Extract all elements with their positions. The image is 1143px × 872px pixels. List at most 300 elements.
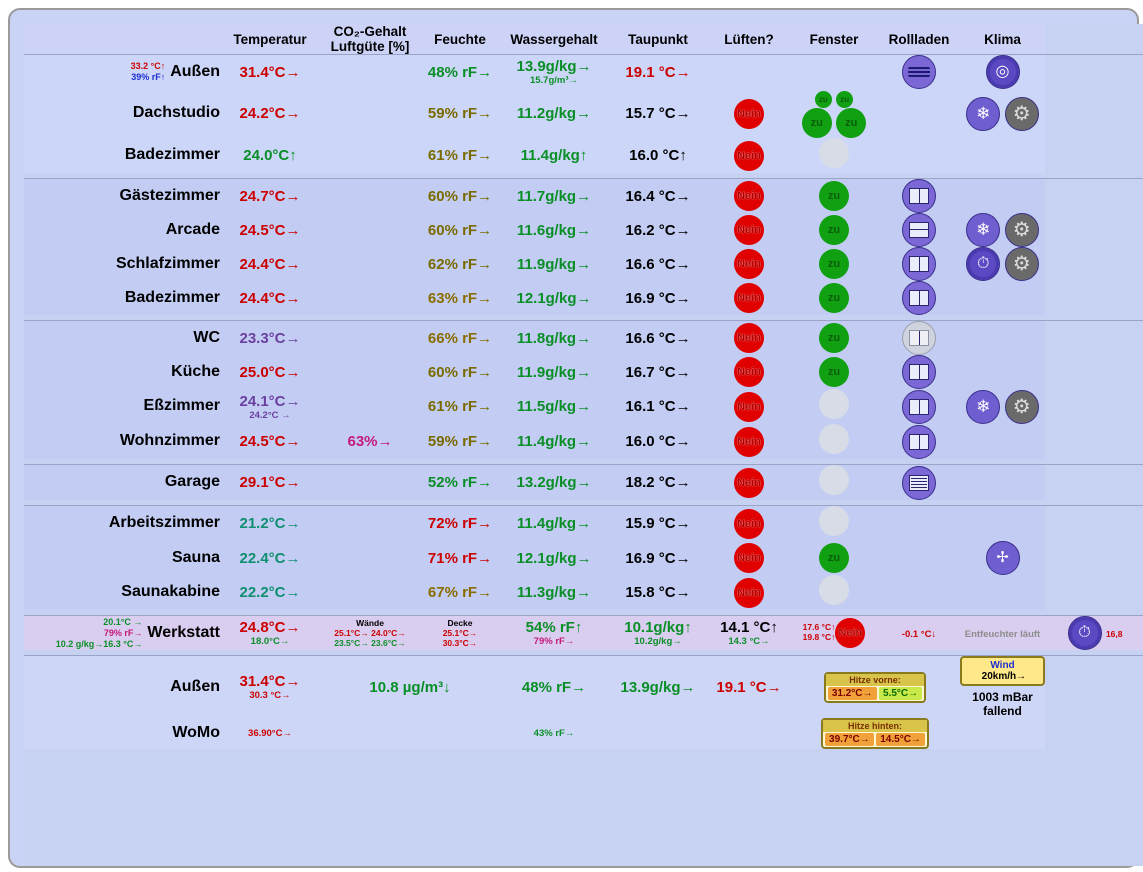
panel-inner [24,24,1143,866]
shutter-waves-icon[interactable] [902,55,936,89]
temp-value: 24.2°C→ [239,105,301,122]
klima-cell[interactable] [960,389,1045,424]
temp-value: 24.7°C→ [239,187,301,205]
window-cell[interactable] [790,281,878,315]
vent-cell[interactable] [708,575,790,610]
gear-icon[interactable]: ⚙ [1005,213,1039,247]
table-row[interactable] [24,506,1143,542]
klima-cell [960,465,1045,501]
vent-badge[interactable]: Nein [734,578,764,608]
table-row[interactable] [24,213,1143,247]
humidity-value: 59% rF→ [427,105,493,122]
gauge-icon[interactable]: ⏱ [966,247,1000,281]
window-zu[interactable]: zu [819,543,849,573]
shutter-cell[interactable] [878,355,960,389]
shutter-cell[interactable] [878,179,960,214]
water-value: 11.9g/kg→ [516,363,592,381]
water-value: 11.4g/kg→ [516,515,592,532]
snowflake-icon[interactable]: ❄ [966,97,1000,131]
dewpoint-value: 15.9 °C→ [625,515,691,532]
water-cell [608,616,708,651]
co2-value [320,321,420,356]
room-label-esszimmer [24,389,220,424]
humidity-value: 60% rF→ [427,363,493,381]
temp-value: 24.4°C→ [239,289,301,307]
header-co2 [320,24,420,55]
vent-cell[interactable] [708,247,790,281]
shutter-split-icon[interactable] [902,179,936,213]
water-value: 11.7g/kg→ [516,187,592,205]
co2-value [320,247,420,281]
gear-icon[interactable]: ⚙ [1005,97,1039,131]
co2-value [320,506,420,542]
window-zu[interactable]: zu [819,249,849,279]
wind-label: Wind [990,660,1015,671]
window-quad-icon[interactable] [790,89,878,138]
table-row[interactable] [24,355,1143,389]
womo-temp-value: 36.90°C→ [248,728,292,739]
temp-value: 22.2°C→ [239,584,301,601]
humidity-value: 61% rF→ [427,398,493,415]
dewpoint-sub: 14.3 °C→ [728,636,770,647]
room-label-aussen-bottom [24,656,220,719]
header-klima: Klima [960,24,1045,55]
dewpoint-value: 14.1 °C↑ [720,619,778,636]
dewpoint-value: 16.9 °C→ [625,549,691,567]
shutter-half-icon[interactable] [902,213,936,247]
shutter-cell[interactable] [878,213,960,247]
shutter-lines-icon[interactable] [902,466,936,500]
table-row[interactable] [24,575,1143,610]
window-cell[interactable] [790,89,878,138]
room-name: Schlafzimmer [115,254,220,272]
humidity-value: 63% rF→ [427,289,493,307]
humidity-value: 67% rF→ [427,584,493,601]
womo-blank4 [960,718,1045,749]
window-cell[interactable] [790,424,878,459]
klima-cell [960,179,1045,214]
room-name: Badezimmer [124,146,220,164]
temp-value: 24.4°C→ [239,255,301,273]
window-zu-1[interactable]: zu [815,91,832,108]
water-value: 11.8g/kg→ [516,329,592,347]
co2-value [320,138,420,173]
heat-back-cell[interactable] [790,718,960,749]
vent-cell[interactable] [708,506,790,542]
dewpoint-value: 18.2 °C→ [625,474,691,491]
dewpoint-value: 15.7 °C→ [625,105,691,122]
humidity-cell [500,616,608,651]
klima-cell[interactable] [960,247,1045,281]
wind-value: 20km/h→ [981,671,1027,682]
table-row[interactable] [24,424,1143,459]
temp-value: 31.4°C→ [239,673,301,690]
water-value: 13.9g/kg→ [620,678,696,696]
window-zu[interactable]: zu [819,323,849,353]
vent-cell[interactable] [708,389,790,424]
co2-value [320,55,420,90]
room-label-badezimmer [24,281,220,315]
shutter-cell[interactable] [878,247,960,281]
window-cell[interactable] [790,179,878,214]
room-label-wohnzimmer [24,424,220,459]
humidity-value: 62% rF→ [427,255,493,273]
vent-badge[interactable]: Nein [734,427,764,457]
shutter-cell [878,138,960,173]
room-name: Gästezimmer [119,186,220,204]
dewpoint-value: 19.1 °C→ [625,63,691,81]
room-label-kueche [24,355,220,389]
water-sub: 10.2g/kg→ [634,636,682,647]
room-label-dachstudio [24,89,220,138]
klima-cell [960,321,1045,356]
table-header-row [24,24,1143,55]
humidity-value: 48% rF→ [427,63,493,81]
dewpoint-value: 19.1 °C→ [716,678,782,696]
decke-label: Decke [447,618,473,628]
table-row[interactable] [24,179,1143,214]
shutter-split-icon[interactable] [902,355,936,389]
room-label-womo [24,718,220,749]
header-wassergehalt: Wassergehalt [500,24,608,55]
window-zu[interactable]: zu [819,283,849,313]
fan-icon[interactable]: ✢ [986,541,1020,575]
window-cell[interactable] [790,389,878,424]
werkstatt-extra-temps [803,622,836,642]
table-row[interactable] [24,281,1143,315]
co2-value [320,389,420,424]
co2-value [320,541,420,575]
room-label-arcade [24,213,220,247]
window-zu-2[interactable]: zu [836,91,853,108]
vent-badge[interactable]: Nein [734,509,764,539]
shutter-cell [878,575,960,610]
klima-cell[interactable] [960,55,1045,90]
shutter-cell[interactable] [878,424,960,459]
window-cell[interactable] [790,321,878,356]
vent-cell[interactable] [708,138,790,173]
window-offen-grey[interactable] [819,389,849,419]
heat-back-label: Hitze hinten: [823,720,927,732]
vent-cell[interactable] [790,616,878,651]
airquality-value: 10.8 µg/m³↓ [369,678,451,696]
co2-value [320,465,420,501]
wind-pressure-cell [960,656,1045,719]
window-cell[interactable] [790,506,878,542]
shutter-cell[interactable] [878,55,960,90]
room-name: Sauna [171,548,220,566]
water-value: 11.2g/kg→ [516,105,592,122]
werkstatt-delta: -0.1 °C↓ [901,629,937,640]
sensor-table [24,24,1143,749]
dewpoint-value: 16.6 °C→ [625,255,691,273]
room-name: Küche [171,362,220,380]
window-offen-grey[interactable] [819,506,849,536]
heat-front-label: Hitze vorne: [826,674,924,686]
klima-cell [960,281,1045,315]
vent-badge[interactable]: Nein [734,99,764,129]
temp-sub: 30.3 °C→ [249,690,291,701]
heat-back-badge[interactable] [821,718,929,749]
co2-value [320,281,420,315]
dewpoint-value: 15.8 °C→ [625,584,691,601]
dewpoint-value: 16.1 °C→ [625,398,691,415]
window-zu-4[interactable]: zu [836,108,866,138]
heat-front-cell[interactable] [790,656,960,719]
vent-badge[interactable]: Nein [734,283,764,313]
heat-back-b: 14.5°C→ [876,733,925,746]
humidity-value: 61% rF→ [427,147,493,164]
room-name: Dachstudio [132,104,220,122]
temp-value: 23.3°C→ [239,329,301,347]
werkstatt-pre-temp: 20.1°C → [103,616,143,627]
waende-label: Wände [356,618,384,628]
room-name: Außen [170,677,220,695]
vent-cell[interactable] [708,321,790,356]
humidity-value: 52% rF→ [427,474,493,491]
temp-sub: 18.0°C→ [250,636,290,647]
temp-cell [220,616,320,651]
shutter-cell [878,89,960,138]
water-value: 11.4g/kg→ [516,433,592,450]
water-value: 11.6g/kg→ [516,221,592,239]
waende-cell [320,616,420,651]
window-offen-grey[interactable] [819,575,849,605]
heat-back-a: 39.7°C→ [825,733,874,746]
temp-cell [220,656,320,719]
decke-row1: 25.1°C→ [442,628,478,638]
water-value: 11.5g/kg→ [516,398,592,415]
temp-value: 24.5°C→ [239,221,301,239]
temp-value: 25.0°C→ [239,363,301,381]
vent-cell[interactable] [708,465,790,501]
heat-front-b: 5.5°C→ [879,687,922,700]
klima-cell [960,424,1045,459]
shutter-split-icon[interactable] [902,425,936,459]
water-value: 13.2g/kg→ [516,474,592,491]
snowflake-icon[interactable]: ❄ [966,390,1000,424]
vent-cell[interactable] [708,355,790,389]
room-name: Eßzimmer [143,397,220,415]
aussen-pre-hum: 39% rF↑ [131,72,166,82]
dewpoint-cell [708,616,790,651]
table-row-werkstatt[interactable] [24,616,1143,651]
water-value: 12.1g/kg→ [516,289,592,307]
werkstatt-extra-2: 19.8 °C↑ [802,631,836,642]
table-row[interactable] [24,247,1143,281]
table-row[interactable] [24,541,1143,575]
waende-row1: 25.1°C→ 24.0°C→ [334,628,406,638]
water-value: 10.1g/kg↑ [624,619,692,636]
window-zu-3[interactable]: zu [802,108,832,138]
co2-value [320,89,420,138]
shutter-cell [878,506,960,542]
vent-cell[interactable] [708,179,790,214]
vent-badge[interactable]: Nein [734,392,764,422]
window-cell[interactable] [790,465,878,501]
shutter-cell[interactable] [878,389,960,424]
temp-sub: 24.2°C → [249,409,291,421]
shutter-split-icon[interactable] [902,390,936,424]
table-row[interactable] [24,138,1143,173]
werkstatt-gauge-cell[interactable] [1045,616,1143,651]
shutter-cell[interactable] [878,281,960,315]
table-row-aussen-bottom[interactable] [24,656,1143,719]
delta-cell [878,616,960,651]
panel-frame [8,8,1139,868]
womo-blank3 [708,718,790,749]
waende-row2: 23.5°C→ 23.6°C→ [334,638,406,648]
dewpoint-value: 16.7 °C→ [625,363,691,381]
header-taupunkt: Taupunkt [608,24,708,55]
gear-icon[interactable]: ⚙ [1005,390,1039,424]
vent-badge[interactable]: Nein [734,249,764,279]
shutter-cell[interactable] [878,465,960,501]
window-offen-grey[interactable] [819,424,849,454]
room-label-wc [24,321,220,356]
room-label-sauna [24,541,220,575]
window-zu[interactable]: zu [819,215,849,245]
vent-cell[interactable] [708,89,790,138]
window-cell [790,55,878,90]
table-row[interactable] [24,89,1143,138]
co2-value: 63%→ [347,433,393,450]
vent-badge[interactable]: Nein [734,357,764,387]
table-row[interactable] [24,321,1143,356]
klima-cell [960,575,1045,610]
room-label-saunakabine [24,575,220,610]
dewpoint-value: 16.9 °C→ [625,289,691,307]
dewpoint-value: 16.0 °C↑ [629,147,687,164]
vent-badge[interactable]: Nein [835,618,865,648]
vent-badge[interactable]: Nein [734,141,764,171]
co2-value [320,179,420,214]
room-name: WC [193,328,220,346]
humidity-value: 66% rF→ [427,329,493,347]
shutter-split-grey-icon[interactable] [902,321,936,355]
water-value: 11.3g/kg→ [516,584,592,601]
water-value: 12.1g/kg→ [516,549,592,567]
werkstatt-pre-values [56,617,143,650]
header-co2-line1: CO₂-Gehalt [333,24,407,39]
co2-value [320,355,420,389]
header-feuchte: Feuchte [420,24,500,55]
dewpoint-value: 16.4 °C→ [625,187,691,205]
header-rollladen: Rollladen [878,24,960,55]
water-value: 11.9g/kg→ [516,255,592,273]
humidity-value: 60% rF→ [427,221,493,239]
dewpoint-value: 16.0 °C→ [625,433,691,450]
window-cell[interactable] [790,355,878,389]
heat-front-badge[interactable] [824,672,926,703]
water-value: 13.9g/kg→ [516,58,592,75]
vent-badge[interactable]: Nein [734,215,764,245]
shutter-split-icon[interactable] [902,281,936,315]
vent-cell[interactable] [708,281,790,315]
header-co2-line2: Luftgüte [%] [330,39,410,54]
vent-badge[interactable]: Nein [734,543,764,573]
wind-badge[interactable] [960,656,1045,686]
humidity-value: 71% rF→ [427,549,493,567]
werkstatt-pre-water: 10.2 g/kg→16.3 °C→ [55,638,143,649]
vent-badge[interactable]: Nein [734,181,764,211]
room-label-gaestezimmer [24,179,220,214]
entfeuchter-status: Entfeuchter läuft [964,629,1041,640]
room-name: Wohnzimmer [119,432,220,450]
window-zu[interactable]: zu [819,357,849,387]
header-lueften: Lüften? [708,24,790,55]
gauge-icon[interactable]: ⏱ [1068,616,1102,650]
co2-value [320,575,420,610]
humidity-value: 54% rF↑ [525,619,583,636]
werkstatt-extra-1: 17.6 °C↑ [802,621,836,632]
vent-cell[interactable] [708,541,790,575]
temp-value: 21.2°C→ [239,515,301,532]
humidity-value: 48% rF→ [521,678,587,696]
womo-blank2 [608,718,708,749]
window-offen-grey[interactable] [819,138,849,168]
klima-cell[interactable] [960,89,1045,138]
temp-value: 24.5°C→ [239,433,301,450]
humidity-value: 60% rF→ [427,187,493,205]
window-offen-grey[interactable] [819,465,849,495]
water-value: 11.4g/kg↑ [520,147,588,164]
table-row[interactable] [24,465,1143,501]
snowflake-icon[interactable]: ❄ [966,213,1000,247]
klima-cell [960,355,1045,389]
klima-cell [960,506,1045,542]
vent-cell[interactable] [708,213,790,247]
table-row[interactable] [24,55,1143,90]
dewpoint-value: 16.6 °C→ [625,329,691,347]
shutter-cell[interactable] [878,321,960,356]
window-zu[interactable]: zu [819,181,849,211]
gear-icon[interactable]: ⚙ [1005,247,1039,281]
gauge-icon[interactable]: ◎ [986,55,1020,89]
window-cell[interactable] [790,541,878,575]
temp-value: 29.1°C→ [239,474,301,491]
klima-cell[interactable] [960,541,1045,575]
humidity-value: 59% rF→ [427,433,493,450]
header-fenster: Fenster [790,24,878,55]
vent-cell [708,55,790,90]
water-sub: 15.7g/m³→ [529,75,579,86]
table-row-womo[interactable] [24,718,1143,749]
window-cell[interactable] [790,138,878,173]
window-cell[interactable] [790,213,878,247]
shutter-cell [878,541,960,575]
vent-badge[interactable]: Nein [734,468,764,498]
decke-row2: 30.3°C→ [442,638,478,648]
klima-cell[interactable] [960,213,1045,247]
room-label-arbeitszimmer [24,506,220,542]
shutter-split-icon[interactable] [902,247,936,281]
room-name: Werkstatt [147,624,220,641]
room-name: Arcade [165,220,220,238]
vent-cell[interactable] [708,424,790,459]
header-temperatur: Temperatur [220,24,320,55]
window-cell[interactable] [790,575,878,610]
table-row[interactable] [24,389,1143,424]
water-cell [500,55,608,90]
temp-value: 24.8°C→ [239,619,301,636]
aussen-pre-temp: 33.2 °C↑ [130,61,166,71]
temp-value: 22.4°C→ [239,549,301,567]
co2-value [320,213,420,247]
decke-cell [420,616,500,651]
vent-badge[interactable]: Nein [734,323,764,353]
window-cell[interactable] [790,247,878,281]
